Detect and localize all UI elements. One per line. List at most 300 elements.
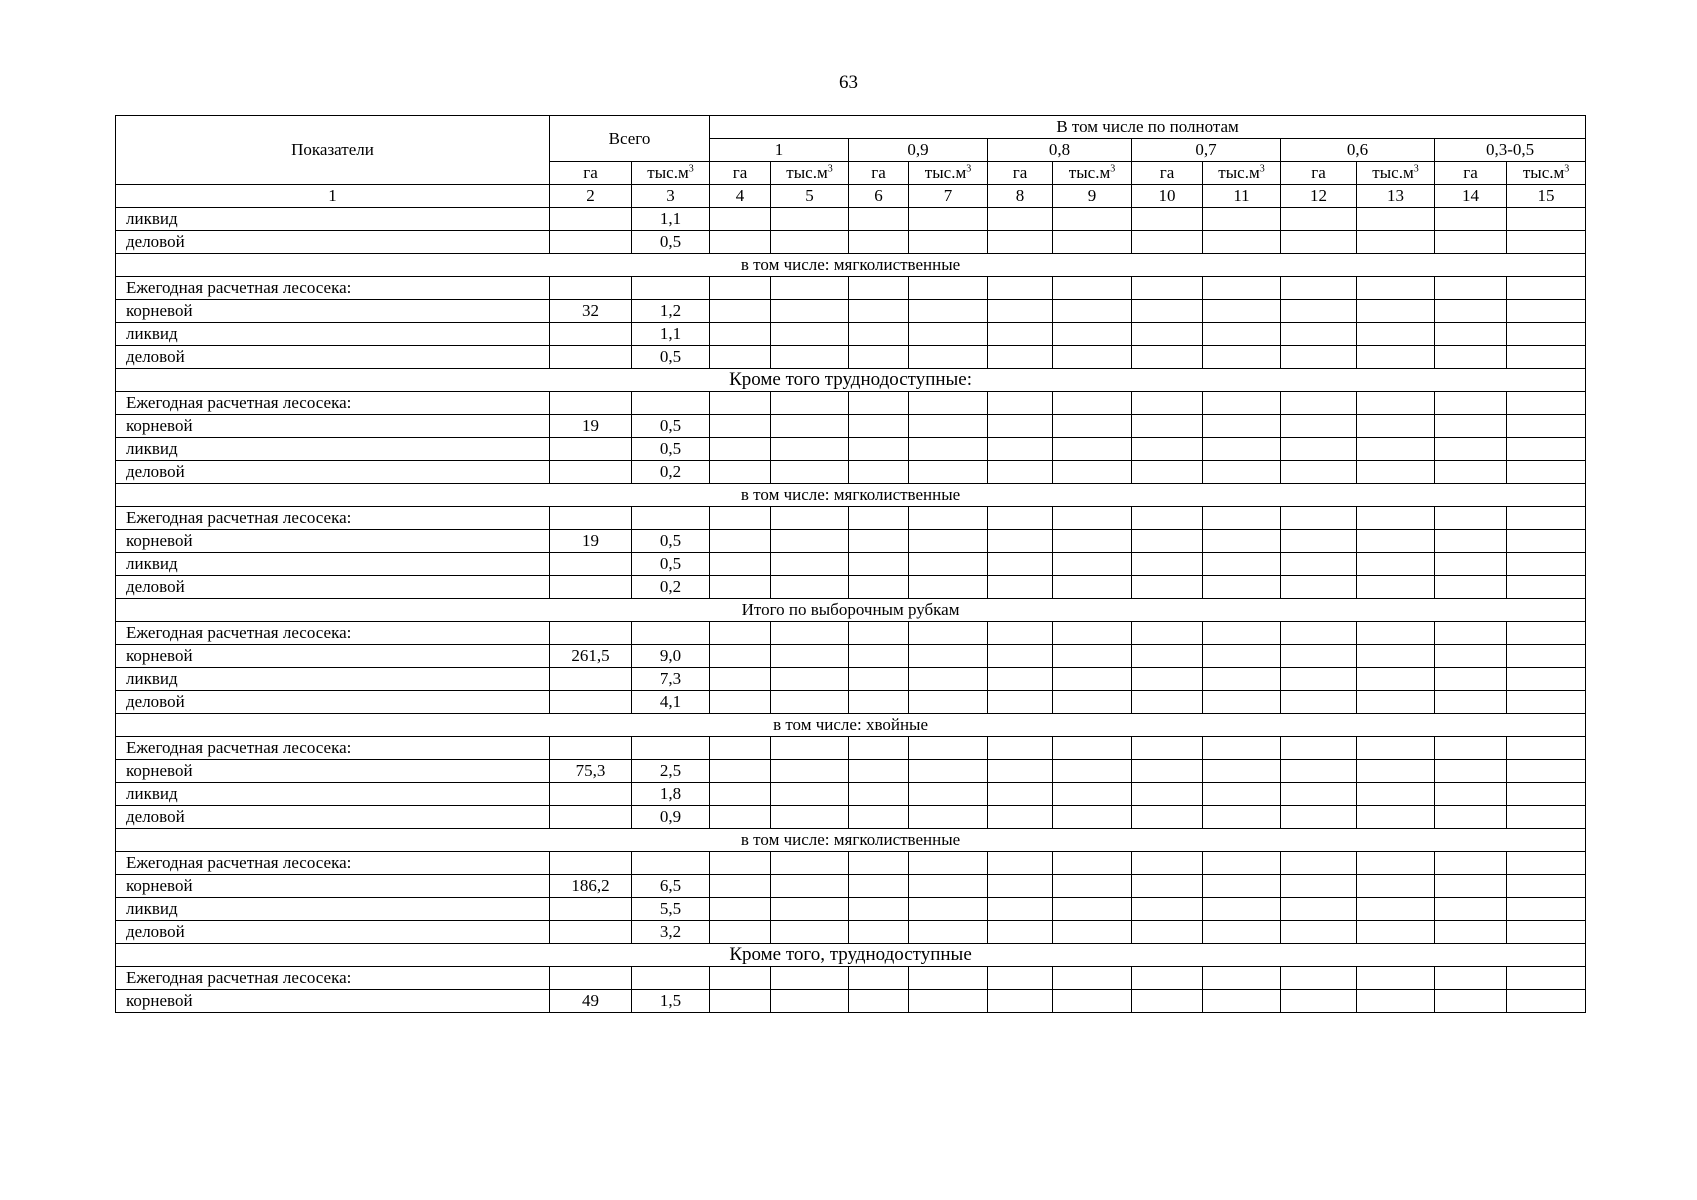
density-cell xyxy=(1507,990,1586,1013)
density-cell xyxy=(1435,415,1507,438)
density-cell xyxy=(771,990,849,1013)
density-cell xyxy=(771,921,849,944)
density-cell xyxy=(909,530,988,553)
density-cell xyxy=(1053,783,1132,806)
density-cell xyxy=(1507,576,1586,599)
density-cell xyxy=(771,461,849,484)
density-cell xyxy=(909,691,988,714)
section-title: Кроме того, труднодоступные xyxy=(116,944,1586,967)
density-cell xyxy=(1132,553,1203,576)
total-ha-cell xyxy=(550,323,632,346)
unit-volume-exponent: 3 xyxy=(827,163,833,175)
density-cell xyxy=(1281,622,1357,645)
density-cell xyxy=(710,277,771,300)
total-volume-cell xyxy=(632,392,710,415)
density-cell xyxy=(1435,300,1507,323)
density-cell xyxy=(1053,645,1132,668)
density-cell xyxy=(1435,277,1507,300)
density-cell xyxy=(1053,507,1132,530)
density-cell xyxy=(849,622,909,645)
density-cell xyxy=(988,967,1053,990)
density-group-header: 0,3-0,5 xyxy=(1435,139,1586,162)
density-cell xyxy=(909,921,988,944)
density-cell xyxy=(771,645,849,668)
column-numbers-row xyxy=(116,185,1586,208)
density-cell xyxy=(1281,806,1357,829)
density-cell xyxy=(1507,898,1586,921)
density-cell xyxy=(909,576,988,599)
density-cell xyxy=(988,875,1053,898)
total-ha-cell: 19 xyxy=(550,530,632,553)
density-cell xyxy=(1435,783,1507,806)
column-number: 1 xyxy=(116,185,550,208)
density-cell xyxy=(1203,461,1281,484)
density-cell xyxy=(1357,530,1435,553)
table-row xyxy=(116,737,1586,760)
column-number: 5 xyxy=(771,185,849,208)
density-cell xyxy=(1507,622,1586,645)
density-cell xyxy=(1203,277,1281,300)
unit-volume-base: тыс.м xyxy=(647,163,689,182)
section-header-row xyxy=(116,829,1586,852)
section-header-row xyxy=(116,369,1586,392)
density-cell xyxy=(710,645,771,668)
density-cell xyxy=(1053,875,1132,898)
total-ha-cell xyxy=(550,967,632,990)
column-number: 11 xyxy=(1203,185,1281,208)
density-cell xyxy=(1281,760,1357,783)
table-row xyxy=(116,898,1586,921)
total-ha-cell xyxy=(550,231,632,254)
density-cell xyxy=(1203,530,1281,553)
density-cell xyxy=(1132,967,1203,990)
density-cell xyxy=(1203,967,1281,990)
density-cell xyxy=(1203,622,1281,645)
density-cell xyxy=(710,921,771,944)
table-row xyxy=(116,553,1586,576)
density-cell xyxy=(1132,507,1203,530)
density-cell xyxy=(909,231,988,254)
unit-volume-exponent: 3 xyxy=(1110,163,1116,175)
density-cell xyxy=(1357,231,1435,254)
density-cell xyxy=(849,668,909,691)
density-cell xyxy=(771,737,849,760)
column-number: 3 xyxy=(632,185,710,208)
density-cell xyxy=(1132,921,1203,944)
total-ha-cell: 19 xyxy=(550,415,632,438)
density-cell xyxy=(909,323,988,346)
density-cell xyxy=(1507,921,1586,944)
total-volume-cell: 0,5 xyxy=(632,553,710,576)
density-cell xyxy=(1132,323,1203,346)
density-cell xyxy=(1507,300,1586,323)
density-cell xyxy=(1053,622,1132,645)
density-cell xyxy=(1435,806,1507,829)
total-volume-cell: 6,5 xyxy=(632,875,710,898)
density-cell xyxy=(1507,346,1586,369)
density-cell xyxy=(1132,576,1203,599)
row-label: деловой xyxy=(116,806,550,829)
density-cell xyxy=(1053,921,1132,944)
density-cell xyxy=(849,346,909,369)
density-cell xyxy=(1132,852,1203,875)
density-cell xyxy=(1203,898,1281,921)
density-cell xyxy=(988,553,1053,576)
density-cell xyxy=(1132,645,1203,668)
density-cell xyxy=(988,645,1053,668)
section-header-row xyxy=(116,254,1586,277)
density-cell xyxy=(710,530,771,553)
density-cell xyxy=(1203,438,1281,461)
density-cell xyxy=(1281,852,1357,875)
density-cell xyxy=(849,645,909,668)
unit-volume xyxy=(909,162,988,185)
density-cell xyxy=(909,668,988,691)
density-cell xyxy=(771,231,849,254)
density-cell xyxy=(988,668,1053,691)
density-cell xyxy=(1053,300,1132,323)
section-title: в том числе: хвойные xyxy=(116,714,1586,737)
density-cell xyxy=(1357,783,1435,806)
unit-volume-base: тыс.м xyxy=(786,163,828,182)
row-label: корневой xyxy=(116,990,550,1013)
density-cell xyxy=(1203,392,1281,415)
density-cell xyxy=(1053,967,1132,990)
density-cell xyxy=(909,277,988,300)
density-cell xyxy=(1435,875,1507,898)
density-cell xyxy=(1435,691,1507,714)
density-cell xyxy=(771,852,849,875)
density-cell xyxy=(849,921,909,944)
density-cell xyxy=(1357,553,1435,576)
density-cell xyxy=(909,438,988,461)
density-cell xyxy=(988,921,1053,944)
total-volume-cell: 1,1 xyxy=(632,208,710,231)
total-ha-cell xyxy=(550,461,632,484)
density-cell xyxy=(988,461,1053,484)
total-ha-cell xyxy=(550,507,632,530)
density-cell xyxy=(909,898,988,921)
density-cell xyxy=(909,783,988,806)
density-cell xyxy=(1053,553,1132,576)
unit-ha: га xyxy=(1281,162,1357,185)
density-cell xyxy=(909,415,988,438)
density-cell xyxy=(988,438,1053,461)
density-cell xyxy=(1132,461,1203,484)
header-total: Всего xyxy=(550,116,710,162)
density-cell xyxy=(1357,921,1435,944)
density-cell xyxy=(1357,645,1435,668)
table-row xyxy=(116,645,1586,668)
row-label: ликвид xyxy=(116,783,550,806)
density-cell xyxy=(1435,737,1507,760)
density-cell xyxy=(771,507,849,530)
density-cell xyxy=(1281,208,1357,231)
section-header-row xyxy=(116,484,1586,507)
density-cell xyxy=(909,346,988,369)
total-ha-cell xyxy=(550,783,632,806)
density-cell xyxy=(1507,392,1586,415)
unit-volume xyxy=(1357,162,1435,185)
density-cell xyxy=(1132,898,1203,921)
section-title: Кроме того труднодоступные: xyxy=(116,369,1586,392)
density-cell xyxy=(1281,438,1357,461)
density-cell xyxy=(1203,691,1281,714)
total-ha-cell: 186,2 xyxy=(550,875,632,898)
row-label: деловой xyxy=(116,691,550,714)
density-cell xyxy=(710,553,771,576)
density-group-header: 0,6 xyxy=(1281,139,1435,162)
density-cell xyxy=(1053,392,1132,415)
density-cell xyxy=(909,875,988,898)
density-cell xyxy=(988,760,1053,783)
total-ha-cell xyxy=(550,668,632,691)
density-cell xyxy=(771,553,849,576)
density-cell xyxy=(710,576,771,599)
total-volume-cell: 7,3 xyxy=(632,668,710,691)
density-cell xyxy=(988,852,1053,875)
density-cell xyxy=(849,208,909,231)
total-ha-cell: 75,3 xyxy=(550,760,632,783)
density-cell xyxy=(849,553,909,576)
density-cell xyxy=(1203,806,1281,829)
density-cell xyxy=(1053,323,1132,346)
total-ha-cell: 261,5 xyxy=(550,645,632,668)
density-cell xyxy=(771,760,849,783)
row-label: деловой xyxy=(116,461,550,484)
density-cell xyxy=(710,231,771,254)
row-label: ликвид xyxy=(116,438,550,461)
density-cell xyxy=(1281,990,1357,1013)
unit-volume-base: тыс.м xyxy=(1372,163,1414,182)
density-cell xyxy=(849,737,909,760)
density-cell xyxy=(1053,208,1132,231)
table-row xyxy=(116,438,1586,461)
density-cell xyxy=(1132,875,1203,898)
total-volume-cell xyxy=(632,277,710,300)
density-cell xyxy=(1435,461,1507,484)
total-volume-cell xyxy=(632,622,710,645)
density-cell xyxy=(849,875,909,898)
density-cell xyxy=(1435,507,1507,530)
unit-volume-base: тыс.м xyxy=(924,163,967,182)
density-cell xyxy=(1203,323,1281,346)
density-cell xyxy=(1132,691,1203,714)
density-cell xyxy=(1203,875,1281,898)
total-ha-cell xyxy=(550,576,632,599)
density-cell xyxy=(1435,668,1507,691)
total-volume-cell: 2,5 xyxy=(632,760,710,783)
density-cell xyxy=(710,691,771,714)
density-cell xyxy=(1435,346,1507,369)
density-group-header: 0,7 xyxy=(1132,139,1281,162)
density-cell xyxy=(1435,576,1507,599)
density-cell xyxy=(771,300,849,323)
density-cell xyxy=(771,622,849,645)
column-number: 8 xyxy=(988,185,1053,208)
density-cell xyxy=(849,806,909,829)
density-cell xyxy=(1281,875,1357,898)
density-cell xyxy=(849,415,909,438)
unit-ha: га xyxy=(1435,162,1507,185)
density-cell xyxy=(909,622,988,645)
density-cell xyxy=(1053,576,1132,599)
total-volume-cell: 9,0 xyxy=(632,645,710,668)
density-cell xyxy=(1281,277,1357,300)
density-cell xyxy=(1435,231,1507,254)
density-cell xyxy=(909,967,988,990)
density-cell xyxy=(771,346,849,369)
density-cell xyxy=(988,392,1053,415)
density-cell xyxy=(849,461,909,484)
density-cell xyxy=(1132,208,1203,231)
row-label: корневой xyxy=(116,645,550,668)
total-ha-cell xyxy=(550,346,632,369)
density-cell xyxy=(771,691,849,714)
density-cell xyxy=(849,438,909,461)
total-ha-cell xyxy=(550,806,632,829)
density-cell xyxy=(988,783,1053,806)
density-cell xyxy=(1435,645,1507,668)
density-cell xyxy=(988,277,1053,300)
density-cell xyxy=(1357,208,1435,231)
density-cell xyxy=(1435,530,1507,553)
unit-volume xyxy=(1203,162,1281,185)
density-cell xyxy=(1203,553,1281,576)
unit-volume-exponent: 3 xyxy=(1259,163,1265,175)
unit-ha: га xyxy=(849,162,909,185)
total-ha-cell xyxy=(550,691,632,714)
density-cell xyxy=(1203,300,1281,323)
table-row xyxy=(116,323,1586,346)
total-ha-cell xyxy=(550,737,632,760)
row-label: корневой xyxy=(116,415,550,438)
density-cell xyxy=(1507,668,1586,691)
total-volume-cell xyxy=(632,507,710,530)
density-cell xyxy=(988,323,1053,346)
density-cell xyxy=(1132,737,1203,760)
density-cell xyxy=(710,760,771,783)
density-cell xyxy=(1281,921,1357,944)
header-by-density: В том числе по полнотам xyxy=(710,116,1586,139)
density-cell xyxy=(1507,783,1586,806)
density-cell xyxy=(988,300,1053,323)
unit-ha: га xyxy=(550,162,632,185)
total-volume-cell: 0,5 xyxy=(632,438,710,461)
unit-volume-exponent: 3 xyxy=(688,163,694,175)
density-cell xyxy=(1357,415,1435,438)
section-title: в том числе: мягколиственные xyxy=(116,484,1586,507)
row-label: ликвид xyxy=(116,208,550,231)
density-cell xyxy=(988,231,1053,254)
density-cell xyxy=(1053,438,1132,461)
density-cell xyxy=(1053,231,1132,254)
density-cell xyxy=(1357,507,1435,530)
density-cell xyxy=(771,898,849,921)
total-volume-cell: 1,5 xyxy=(632,990,710,1013)
density-cell xyxy=(909,208,988,231)
density-cell xyxy=(1357,392,1435,415)
table-row xyxy=(116,392,1586,415)
density-cell xyxy=(1435,392,1507,415)
density-cell xyxy=(988,691,1053,714)
density-cell xyxy=(1435,852,1507,875)
unit-volume xyxy=(632,162,710,185)
row-label: корневой xyxy=(116,760,550,783)
total-ha-cell xyxy=(550,208,632,231)
density-cell xyxy=(1507,461,1586,484)
table-row xyxy=(116,806,1586,829)
density-cell xyxy=(1507,208,1586,231)
row-label: корневой xyxy=(116,530,550,553)
density-cell xyxy=(1053,415,1132,438)
density-cell xyxy=(988,990,1053,1013)
density-cell xyxy=(1281,507,1357,530)
row-label: корневой xyxy=(116,300,550,323)
density-cell xyxy=(710,208,771,231)
page-number: 63 xyxy=(839,72,858,93)
density-cell xyxy=(1203,668,1281,691)
density-cell xyxy=(909,737,988,760)
density-cell xyxy=(1507,415,1586,438)
column-number: 14 xyxy=(1435,185,1507,208)
density-cell xyxy=(1281,461,1357,484)
density-cell xyxy=(849,323,909,346)
density-cell xyxy=(909,806,988,829)
total-ha-cell: 49 xyxy=(550,990,632,1013)
density-cell xyxy=(771,438,849,461)
density-cell xyxy=(1507,852,1586,875)
table-row xyxy=(116,530,1586,553)
total-ha-cell xyxy=(550,622,632,645)
density-cell xyxy=(988,415,1053,438)
density-cell xyxy=(849,576,909,599)
density-cell xyxy=(1053,852,1132,875)
density-cell xyxy=(1281,645,1357,668)
density-cell xyxy=(849,277,909,300)
density-cell xyxy=(849,990,909,1013)
row-label: деловой xyxy=(116,921,550,944)
density-cell xyxy=(849,300,909,323)
density-cell xyxy=(1435,208,1507,231)
density-cell xyxy=(849,783,909,806)
density-cell xyxy=(710,392,771,415)
unit-volume-base: тыс.м xyxy=(1522,163,1565,182)
table-row xyxy=(116,277,1586,300)
density-cell xyxy=(988,806,1053,829)
row-label: Ежегодная расчетная лесосека: xyxy=(116,392,550,415)
density-cell xyxy=(1053,990,1132,1013)
density-cell xyxy=(1507,323,1586,346)
table-row xyxy=(116,783,1586,806)
density-cell xyxy=(1132,990,1203,1013)
table-row xyxy=(116,990,1586,1013)
density-cell xyxy=(710,668,771,691)
density-cell xyxy=(1132,277,1203,300)
unit-volume xyxy=(1507,162,1586,185)
density-cell xyxy=(1053,898,1132,921)
density-cell xyxy=(1357,806,1435,829)
density-cell xyxy=(1357,438,1435,461)
row-label: ликвид xyxy=(116,323,550,346)
total-volume-cell xyxy=(632,852,710,875)
density-cell xyxy=(1132,806,1203,829)
density-cell xyxy=(1507,967,1586,990)
density-cell xyxy=(710,967,771,990)
header-indicators: Показатели xyxy=(116,116,550,185)
total-volume-cell: 5,5 xyxy=(632,898,710,921)
density-cell xyxy=(1357,760,1435,783)
